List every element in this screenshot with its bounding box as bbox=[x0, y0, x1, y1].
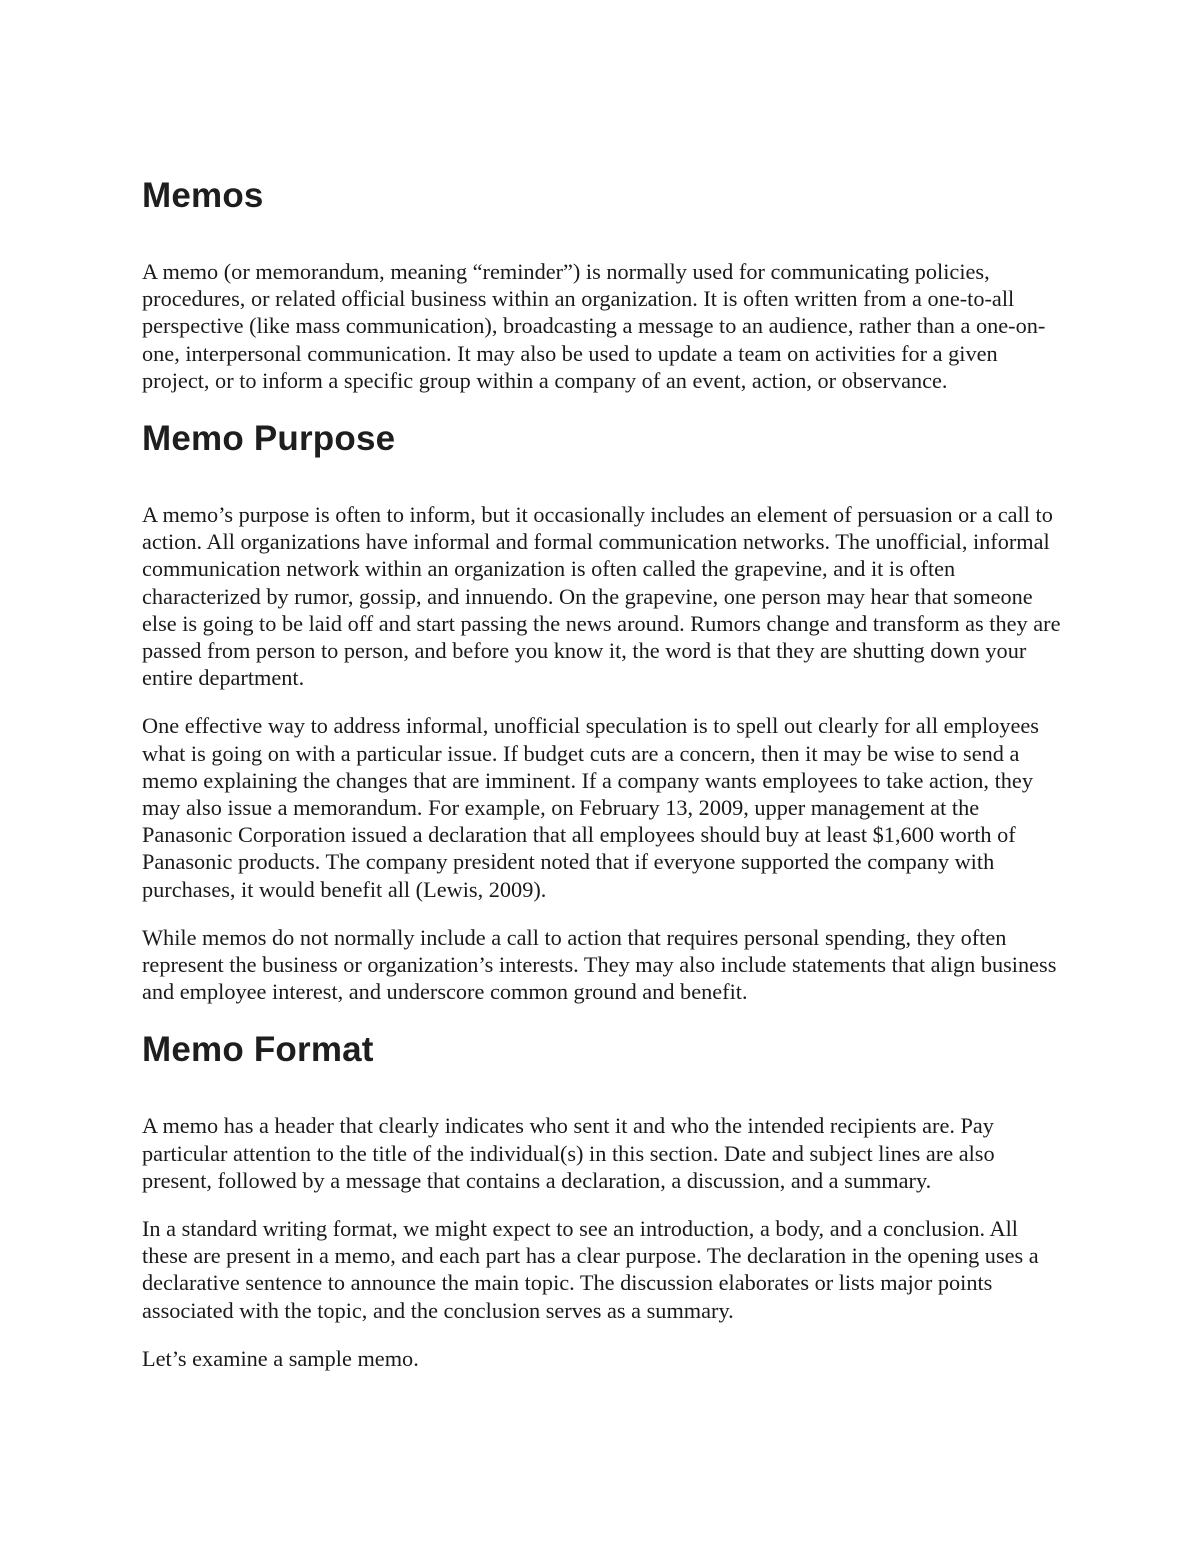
paragraph: In a standard writing format, we might expect to see an introduction, a body, and a conclusion. All these are present in a memo, and each part has a clear purpose. The declaration in the opening uses a declarative sentence to announce the main topic. The discussion elaborates or lists major points associated with the topic, and the conclusion serves as a summary. bbox=[142, 1216, 1039, 1323]
paragraph: While memos do not normally include a call to action that requires personal spending, they often represent the business or organization’s interests. They may also include statements that align business and employee interest, and underscore common ground and benefit. bbox=[142, 924, 1057, 1005]
section-memos bbox=[142, 172, 1067, 394]
paragraph: A memo has a header that clearly indicates who sent it and who the intended recipients are. Pay particular attention to the title of the individual(s) in this section. Date and subject lines are also present, followed by a message that contains a declaration, a discussion, and a summary. bbox=[142, 1113, 995, 1193]
paragraph: A memo (or memorandum, meaning “reminder”) is normally used for communicating policies, procedures, or related official business within an organization. It is often written from a one-to-all perspective (like mass communication), broadcasting a message to an audience, rather than a one-on-one, interpersonal communication. It may also be used to update a team on activities for a given project, or to inform a specific group within a company of an event, action, or observance. bbox=[142, 259, 1046, 393]
paragraph: A memo’s purpose is often to inform, but it occasionally includes an element of persuasion or a call to action. All organizations have informal and formal communication networks. The unofficial, informal communication network within an organization is often called the grapevine, and it is often characterized by rumor, gossip, and innuendo. On the grapevine, one person may hear that someone else is going to be laid off and start passing the news around. Rumors change and transform as they are passed from person to person, and before you know it, the word is that they are shutting down your entire department. bbox=[142, 502, 1061, 691]
paragraph: Let’s examine a sample memo. bbox=[142, 1345, 419, 1371]
document-body bbox=[142, 172, 1067, 1393]
heading-memo-purpose: Memo Purpose bbox=[142, 419, 396, 459]
paragraph: One effective way to address informal, unofficial speculation is to spell out clearly for all employees what is going on with a particular issue. If budget cuts are a concern, then it may be wise to send a memo explaining the changes that are imminent. If a company wants employees to take action, they may also issue a memorandum. For example, on February 13, 2009, upper management at the Panasonic Corporation issued a declaration that all employees should buy at least $1,600 worth of Panasonic products. The company president noted that if everyone supported the company with purchases, it would benefit all (Lewis, 2009). bbox=[142, 713, 1039, 902]
heading-memo-format: Memo Format bbox=[142, 1030, 374, 1070]
section-memo-format bbox=[142, 1026, 1067, 1372]
heading-memos: Memos bbox=[142, 176, 264, 215]
section-memo-purpose bbox=[142, 415, 1067, 1005]
